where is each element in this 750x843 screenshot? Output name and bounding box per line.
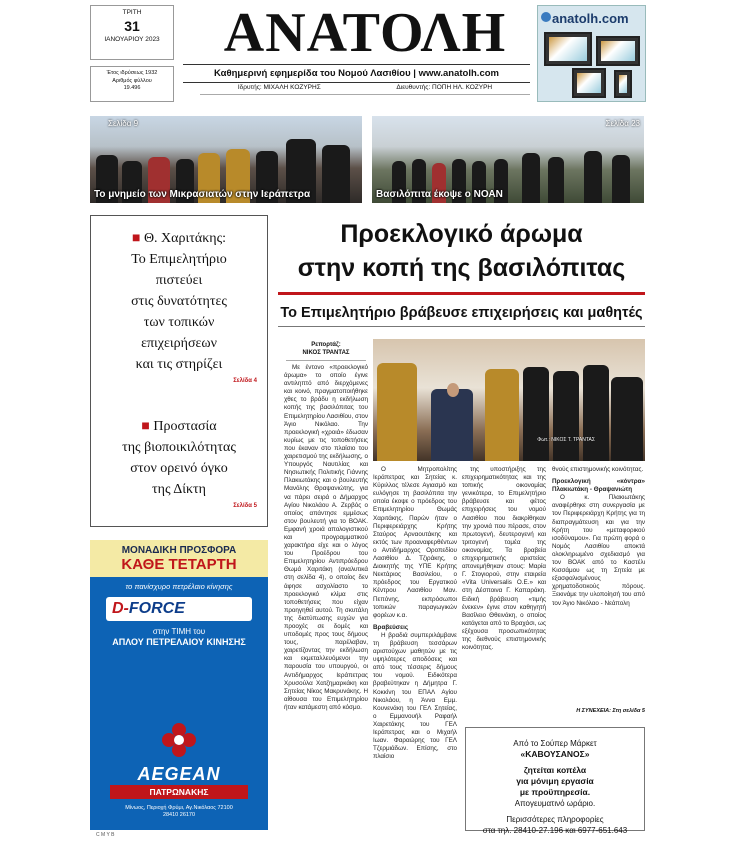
aegean-logo: AEGEAN bbox=[137, 764, 221, 784]
ad-day: ΚΑΘΕ ΤΕΤΑΡΤΗ bbox=[121, 556, 237, 573]
date-box bbox=[90, 5, 174, 60]
article-column: της υποστήριξης της επιχειρηματικότητας και της τοπικής οικονομίας γενικότερα, το Επιμελητήριο βράβευσε και φέτος επιχειρήσεις του νομού Λασιθίου που διακρίθηκαν την χρονιά που πέρασε, στον πρωτογενή, δευτερογενή και τριτογενή τομέα της οικονομίας. Τα βραβεία επιχειρηματικής αριστείας απονεμήθηκαν στους: Μαρία Γ. Στογιορού, στην εταιρεία «Vita Universalis O.E.» και στη Δέσποινα Γ. Καπαράκη. Ειδική βράβευση «τιμής ένεκεν» έγινε στον καθηγητή Βασίλειο Θθεινάκη, ο οποίος κατάγεται από το Βραχάσι, ως εξέχουσα προσωπικότητας της διεθνούς επιστημονικής κοινότητας. bbox=[462, 466, 546, 652]
teaser-line: πιστεύει bbox=[155, 273, 203, 288]
tablet-icon bbox=[572, 68, 606, 98]
teaser-line: στον ορεινό όγκο bbox=[130, 461, 228, 476]
article-column: θνούς επιστημονικής κοινότητας. Προεκλογική «κόντρα» Πλακιωτάκη - Θραψανιώτη Ο κ. Πλακιωτάκης αναφέρθηκε στη συνεργασία με τον Περιφερειάρχη Κρήτης για τη διαπραγμάτευση και για την Κρήτη του «μεταφορικού ισοδύναμου». Για πρώτη φορά ο Νομός Λασιθίου αποκτά ολοκληρωμένο σχεδιασμό για τον ΒΟΑΚ από το Καστέλι Κισσάμου ως τη Σητεία με εξασφαλισμένους χρηματοδοτικούς πόρους. Ξεκινάμε την υλοποίησή του από τον Άγιο Νικόλαο - Νεάπολη bbox=[552, 466, 645, 607]
teaser-line: της βιοποικιλότητας bbox=[122, 440, 236, 455]
photo-caption: Το μνημείο των Μικρασιατών στην Ιεράπετρα bbox=[94, 189, 311, 200]
newspaper-subtitle: Καθημερινή εφημερίδα του Νομού Λασιθίου | www.anatolh.com bbox=[183, 64, 530, 83]
bullet-icon: ■ bbox=[131, 231, 141, 246]
photo-caption: Βασιλόπιτα έκοψε ο ΝΟΑΝ bbox=[376, 189, 503, 200]
founders-line bbox=[200, 84, 530, 95]
bullet-icon: ■ bbox=[141, 419, 150, 434]
photo-credit: Φωτ.: ΝΙΚΟΣ Τ. ΤΡΑΝΤΑΣ bbox=[537, 437, 595, 443]
photo-page-ref: Σελίδα 23 bbox=[605, 119, 640, 128]
founded-year: Έτος ιδρύσεως 1932 bbox=[106, 70, 158, 76]
teaser-item[interactable] bbox=[101, 228, 257, 392]
ad-tagline: το πανίσχυρο πετρέλαιο κίνησης bbox=[125, 582, 233, 591]
article-column: Ο Μητροπολίτης Ιεράπετρας και Σητείας κ. Κύριλλος τέλεσε Αγιασμό και ευλόγησε τη βασιλόπιτα την οποία έκοψε ο πρόεδρος του Επιμελητηρίου Θωμάς Χαριτάκης. Παρών ήταν ο Περιφερειάρχης Κρήτης Σταύρος Αρναουτάκης και εκτός των προαναφερθέντων ο Αντιδήμαρχος Οροπεδίου Λασιθίου Δ. Τζιράκης, ο Διοικητής της ΥΠΕ Κρήτης Νεκτάριος Βασιλείου, ο πρόεδρος του Εργατικού Κέντρου Λασιθίου Μαν. Πεπόνης, εκπρόσωποι τοπικών παραγωγικών φορέων κ.α. Βραβεύσεις Η βραδιά συμπεριλάμβανε τη βράβευση τεσσάρων αριστούχων μαθητών με τις υψηλότερες αποδόσεις και από τους τέσσερις δήμους του νομού. Ειδικότερα βραβεύτηκαν η Δήμητρα Γ. Κοκκίνη του ΕΠΑΛ Αγίου Νικολάου, η Άννα Εμμ. Κουνενάκη του ΓΕΛ Σητείας, ο Εμμανουήλ Ραφαήλ Χαιρετάκης του ΓΕΛ Ιεράπετρας και ο Μιχαήλ Ιωαν. Φαραώρης του ΓΕΛ Τζερμιάδων. Επίσης, στο πλαίσιο bbox=[373, 466, 457, 761]
newspaper-title: ΑΝΑΤΟΛΗ bbox=[223, 2, 507, 64]
teaser-box bbox=[90, 215, 268, 527]
teaser-line: Το Επιμελητήριο bbox=[131, 252, 227, 267]
teaser-line: επιχειρήσεων bbox=[141, 336, 217, 351]
article-subhead: Το Επιμελητήριο βράβευσε επιχειρήσεις και μαθητές bbox=[278, 305, 645, 327]
teaser-line: και τις στηρίζει bbox=[135, 357, 223, 372]
teaser-line: της Δίκτη bbox=[152, 482, 206, 497]
flower-logo-icon bbox=[159, 720, 199, 760]
teaser-page-ref: Σελίδα 5 bbox=[233, 503, 257, 509]
sheet-number: 19.496 bbox=[123, 85, 141, 92]
sheet-label: Αριθμός φύλλου bbox=[112, 77, 152, 84]
article-column: Με έντονο «προεκλογικό άρωμα» το οποίο έγινε αντιληπτό από διερχόμενες και κοινό, πραγματοποιήθηκε χθες το βράδυ η εκδήλωση κοπής της βασιλόπιτας του Επιμελητηρίου Λασιθίου, στον Άγιο Νικόλαο. Την προεκλογική «χροιά» έδωσαν κυρίως με τις τοποθετήσεις που έκαναν στο πλαίσιο του χαιρετισμού της εκδήλωσης, ο Υπουργός Ναυτιλίας και Νησιωτικής Πολιτικής Γιάννης Πλακιωτάκης και ο βουλευτής Μανόλης Θραψανιώτης, για να πάρει σειρά ο Δήμαρχος Αγίου Νικολάου Α. Ζερβός ο οποίος απάντησε εμμέσως στον βουλευτή για το ΒΟΑΚ. Εμφανή χροιά απολογιστικού και προγραμματικού χαρακτήρα είχε και ο λόγος του Προέδρου του Επιμελητηρίου Αντιπρόεδρου Θωμά Χαριτάκη (αναλυτικά στη σελίδα 4), ο οποίος δεν άφησε ασχολίαστο το προεκλογικό κλίμα στις τοποθετήσεις που είχαν προηγηθεί αυτού. Τη σκυτάλη της διατύπωσης ευχών για προοχές σε δομές και υποδομές προς τους δήμους τους, παρέλαβαν, χαιρετίζοντας την εκδήλωση και εκμεταλλευόμενοι την παρουσία του υπουργού, οι Αντιδήμαρχος Ιεράπετρας Χρυσούλα Χατζημαρκάκη και Σητείας Νίκος Μακρυνάκης. Η αίθουσα του Επιμελητηρίου ήταν κατάμεστη από κόσμο. bbox=[284, 364, 368, 711]
reporter-credit: Ρεπορτάζ: ΝΙΚΟΣ ΤΡΑΝΤΑΣ bbox=[286, 341, 366, 361]
phone-icon bbox=[614, 70, 632, 98]
teaser-line: Προστασία bbox=[153, 419, 217, 434]
main-article-photo[interactable] bbox=[373, 339, 645, 461]
photo-page-ref: Σελίδα 9 bbox=[108, 119, 139, 128]
teaser-line: στις δυνατότητες bbox=[131, 294, 227, 309]
website-ad[interactable] bbox=[537, 5, 646, 102]
month-year: ΙΑΝΟΥΑΡΙΟΥ 2023 bbox=[104, 36, 160, 43]
teaser-line: των τοπικών bbox=[143, 315, 215, 330]
day-number: 31 bbox=[124, 18, 140, 34]
ad-offer: ΜΟΝΑΔΙΚΗ ΠΡΟΣΦΟΡΑ bbox=[121, 545, 237, 556]
issue-info bbox=[90, 66, 174, 102]
station-name: ΠΑΤΡΩΝΑΚΗΣ bbox=[110, 785, 248, 799]
photo-noan[interactable] bbox=[372, 116, 644, 203]
ad-header bbox=[90, 540, 268, 577]
monitor-icon bbox=[544, 32, 592, 66]
teaser-item[interactable] bbox=[101, 416, 257, 517]
station-address: Μίνωος, Περιοχή Φρύμι, Αγ.Νικόλαος 72100 28410 26170 bbox=[125, 805, 233, 819]
continue-note[interactable]: Η ΣΥΝΕΧΕΙΑ: Στη σελίδα 5 bbox=[576, 708, 645, 714]
section-subhead: Βραβεύσεις bbox=[373, 623, 409, 631]
teaser-page-ref: Σελίδα 4 bbox=[233, 378, 257, 384]
ad-price: στην ΤΙΜΗ του ΑΠΛΟΥ ΠΕΤΡΕΛΑΙΟΥ ΚΙΝΗΣΗΣ bbox=[112, 627, 246, 648]
photo-memorial[interactable] bbox=[90, 116, 362, 203]
globe-icon bbox=[541, 12, 551, 22]
fuel-advertisement[interactable] bbox=[90, 540, 268, 830]
website-ad-label: anatolh.com bbox=[552, 11, 629, 26]
teaser-line: Θ. Χαριτάκης: bbox=[143, 231, 227, 246]
founder: Ιδρυτής: ΜΙΧΑΛΗ ΚΟΖΥΡΗΣ bbox=[237, 84, 321, 91]
print-marks: C M Y B bbox=[96, 832, 115, 838]
director: Διευθυντής: ΠΟΠΗ ΗΛ. ΚΟΖΥΡΗ bbox=[396, 84, 493, 91]
classified-ad: Από το Σούπερ Μάρκετ «ΚΑΒΟΥΣΑΝΟΣ» ζητείται κοπέλα για μόνιμη εργασία με προϋπηρεσία. Απογευματινό ωράριο. Περισσότερες πληροφορίες στα τηλ. 28410-27.196 και 6977-651.643 bbox=[465, 727, 645, 831]
dforce-logo: D-FORCE bbox=[106, 597, 252, 621]
section-subhead: Προεκλογική «κόντρα» Πλακιωτάκη - Θραψανιώτη bbox=[552, 478, 645, 494]
weekday: ΤΡΙΤΗ bbox=[122, 9, 142, 16]
laptop-icon bbox=[596, 36, 640, 66]
main-headline[interactable]: Προεκλογικό άρωμα στην κοπή της βασιλόπιτας bbox=[278, 215, 645, 295]
